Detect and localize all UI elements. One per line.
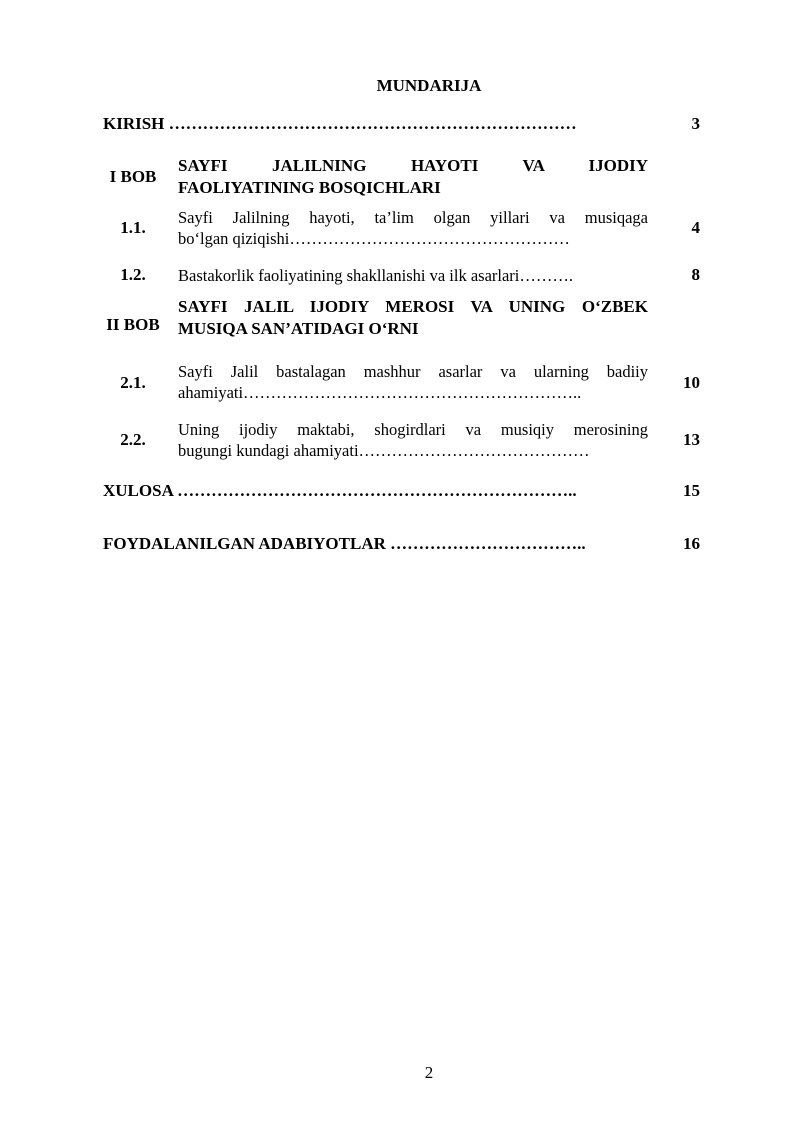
toc-leader-dots: ……………………………………………………………… xyxy=(168,114,577,133)
toc-entry-label: XULOSA xyxy=(103,481,173,500)
section-title xyxy=(178,207,648,249)
chapter-number: I BOB xyxy=(109,167,157,186)
page-number-footer: 2 xyxy=(424,1063,434,1082)
section-title-line: bugungi kundagi ahamiyati…………………………………… xyxy=(178,441,590,460)
toc-entry-conclusion xyxy=(103,481,648,501)
page-title: MUNDARIJA xyxy=(376,76,482,95)
toc-page-number: 10 xyxy=(683,373,700,392)
section-title xyxy=(178,265,648,286)
section-title-line: Sayfi Jalil bastalagan mashhur asarlar va ularning badiiy xyxy=(178,362,648,381)
section-title-line: ahamiyati…………………………………………………….. xyxy=(178,383,582,402)
toc-entry-references xyxy=(103,534,648,554)
section-title-line: Sayfi Jalilning hayoti, ta’lim olgan yillari va musiqaga xyxy=(178,208,648,227)
toc-page-number: 3 xyxy=(691,114,700,133)
section-number: 2.2. xyxy=(120,430,146,449)
toc-page-number: 16 xyxy=(683,534,700,553)
toc-leader-dots: …………………………………………………………….. xyxy=(177,481,577,500)
toc-page-number: 4 xyxy=(691,218,700,237)
chapter-title xyxy=(178,155,648,199)
toc-page-number: 13 xyxy=(683,430,700,449)
toc-entry-intro xyxy=(103,114,648,134)
section-number: 2.1. xyxy=(120,373,146,392)
section-title-line: Uning ijodiy maktabi, shogirdlari va musiqiy merosining xyxy=(178,420,648,439)
section-title-line: bo‘lgan qiziqishi…………………………………………… xyxy=(178,229,570,248)
toc-page-number: 15 xyxy=(683,481,700,500)
toc-page-number: 8 xyxy=(691,265,700,284)
chapter-title-line: SAYFI JALILNING HAYOTI VA IJODIY xyxy=(178,156,648,175)
chapter-title xyxy=(178,296,648,340)
section-title xyxy=(178,419,648,461)
toc-entry-label: KIRISH xyxy=(103,114,165,133)
section-number: 1.1. xyxy=(120,218,146,237)
chapter-title-line: MUSIQA SAN’ATIDAGI O‘RNI xyxy=(178,319,419,338)
chapter-number: II BOB xyxy=(106,315,160,334)
toc-entry-label: FOYDALANILGAN ADABIYOTLAR xyxy=(103,534,386,553)
section-title-line: Bastakorlik faoliyatining shakllanishi va ilk asarlari………. xyxy=(178,266,574,285)
chapter-title-line: FAOLIYATINING BOSQICHLARI xyxy=(178,178,441,197)
section-title xyxy=(178,361,648,403)
toc-leader-dots: …………………………….. xyxy=(390,534,586,553)
chapter-title-line: SAYFI JALIL IJODIY MEROSI VA UNING O‘ZBEK xyxy=(178,297,648,316)
section-number: 1.2. xyxy=(120,265,146,284)
